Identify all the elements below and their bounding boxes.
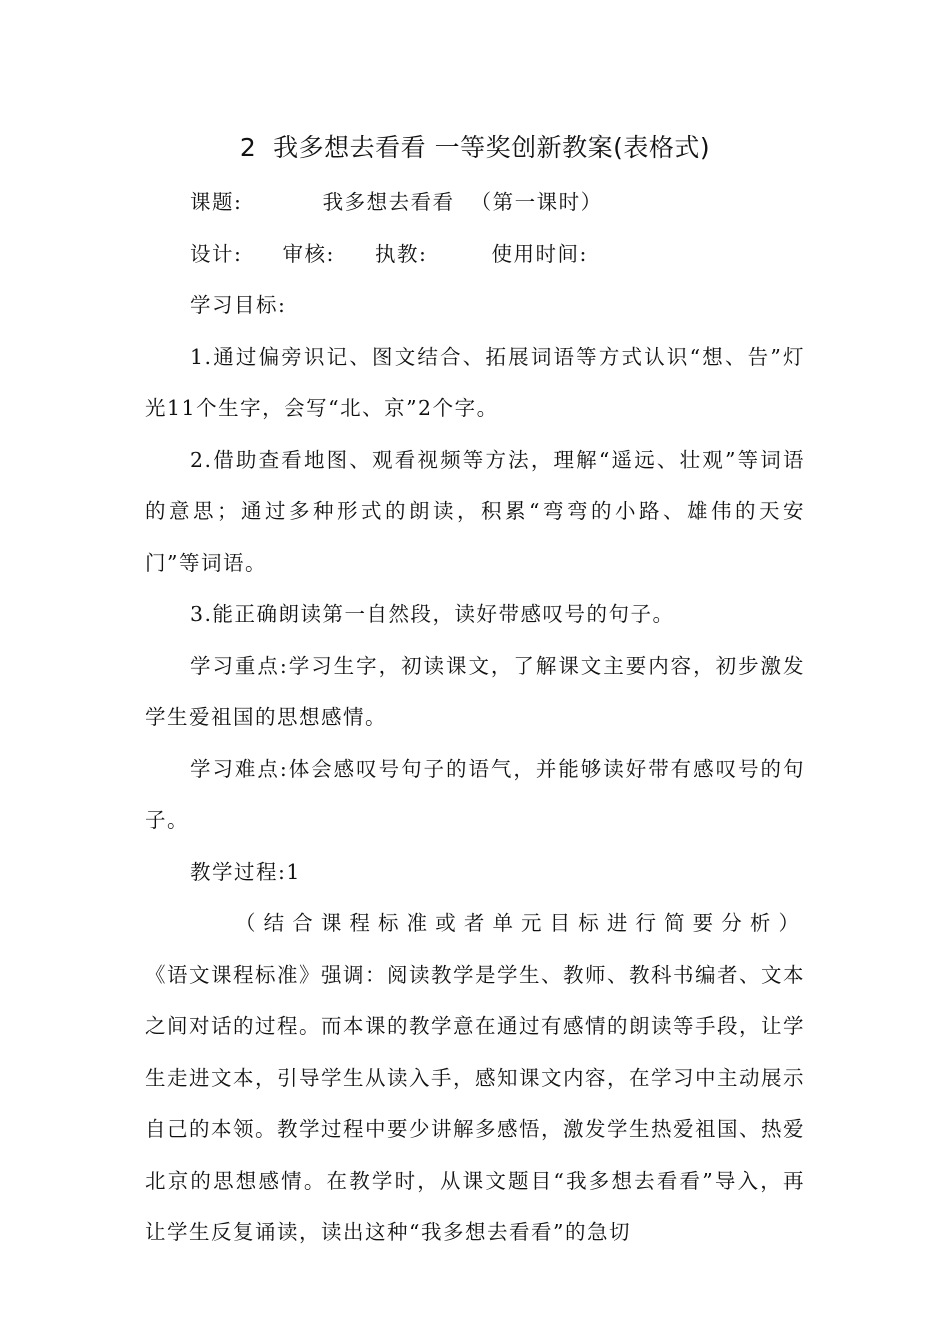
goal-item-2: 2.借助查看地图、观看视频等方法，理解“遥远、壮观”等词语的意思；通过多种形式的朗读，积累“弯弯的小路、雄伟的天安门”等词语。 (145, 447, 805, 575)
lesson-line: 课题: 我多想去看看 （第一课时） (190, 190, 603, 214)
analysis-note: （结合课程标准或者单元目标进行简要分析） (235, 911, 805, 935)
document-body (145, 177, 805, 1259)
analysis-paragraph (145, 898, 805, 1259)
goal-item-1: 1.通过偏旁识记、图文结合、拓展词语等方式认识“想、告”灯光11个生字，会写“北、京”2个字。 (145, 344, 805, 420)
key-point: 学习重点:学习生字，初读课文，了解课文主要内容，初步激发学生爱祖国的思想感情。 (145, 653, 805, 729)
process-heading: 教学过程:1 (190, 859, 301, 884)
roles-line: 设计: 审核: 执教: 使用时间: (190, 241, 588, 266)
goals-heading: 学习目标: (190, 293, 287, 317)
goal-item-3: 3.能正确朗读第一自然段，读好带感叹号的句子。 (190, 602, 675, 626)
difficult-point: 学习难点:体会感叹号句子的语气，并能够读好带有感叹号的句子。 (145, 756, 805, 832)
analysis-text: 《语文课程标准》强调：阅读教学是学生、教师、教科书编者、文本之间对话的过程。而本课的教学意在通过有感情的朗读等手段，让学生走进文本，引导学生从读入手，感知课文内容，在学习中主动展示自己的本领。教学过程中要少讲解多感悟，激发学生热爱祖国、热爱北京的思想感情。在教学时，从课文题目“我多想去看看”导入，再让学生反复诵读，读出这种“我多想去看看”的急切 (145, 962, 805, 1244)
document-title: 2 我多想去看看 一等奖创新教案(表格式) (239, 133, 711, 162)
